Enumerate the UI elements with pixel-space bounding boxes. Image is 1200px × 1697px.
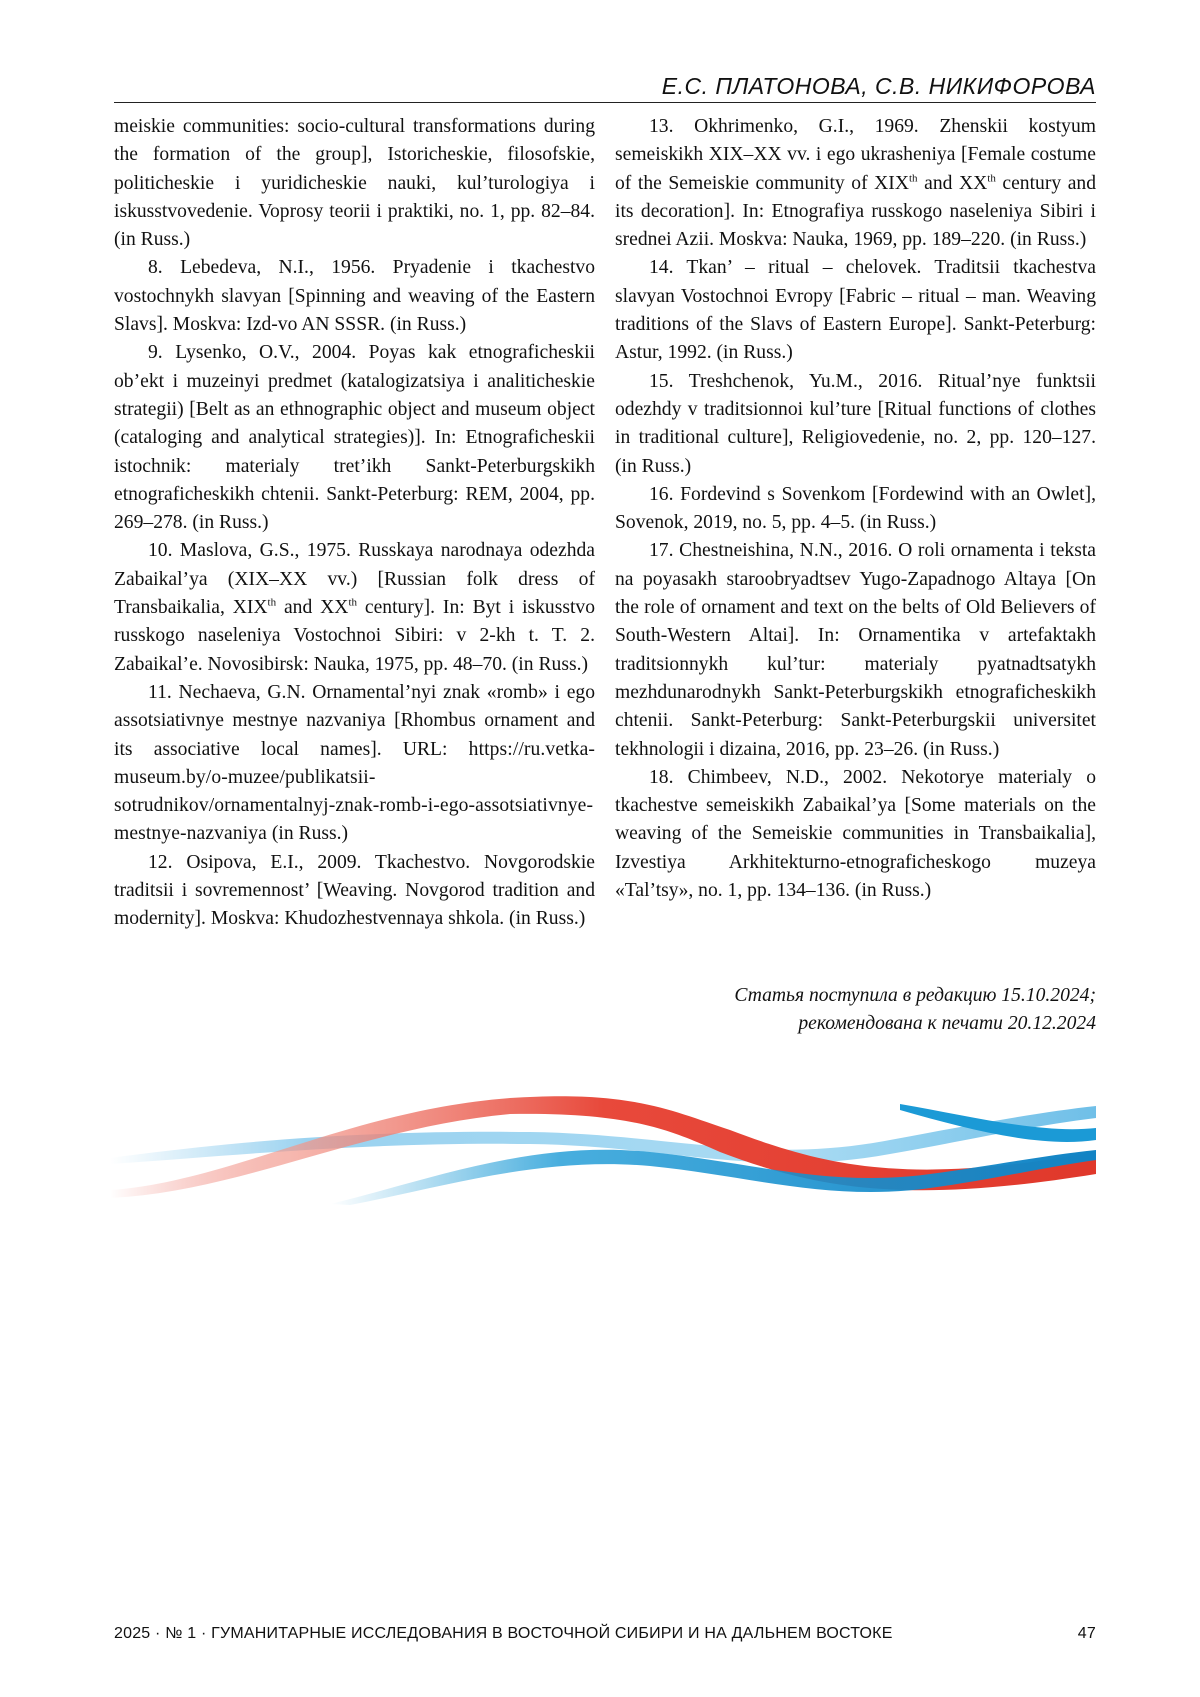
ref-11-url-link[interactable]: https://ru.vetka-museum.by/o-muzee/publikatsii-sotrudnikov/ornamentalnyj-znak-romb-i-ego-assotsiativnye-mestnye-nazvaniya — [114, 738, 595, 845]
ref-10-sup-a: th — [267, 596, 277, 609]
ref-9: 9. Lysenko, O.V., 2004. Poyas kak etnograficheskii ob’ekt i muzeinyi predmet (katalogizatsiya i analiticheskie strategii) [Belt as an ethnographic object and museum object (cataloging and analytical strategies)]. In: Etnograficheskii istochnik: materialy tret’ikh Sankt-Peterburgskikh etnograficheskikh chtenii. Sankt-Peterburg: REM, 2004, pp. 269–278. (in Russ.) — [114, 342, 595, 534]
ref-15: 15. Treshchenok, Yu.M., 2016. Ritual’nye funktsii odezhdy v traditsionnoi kul’ture [Ritual functions of clothes in traditional culture], Religiovedenie, no. 2, pp. 120–127. (in Russ.) — [615, 370, 1096, 477]
ref-13-sup-a: th — [909, 172, 918, 185]
ref-13 — [615, 113, 1096, 254]
page-footer — [114, 1625, 1096, 1643]
ref-7-continuation: meiskie communities: socio-cultural transformations during the formation of the group], Istoricheskie, filosofskie, politicheskie i yuridicheskie nauki, kul’turologiya i iskusstvovedenie. Voprosy teorii i praktiki, no. 1, pp. 82–84. (in Russ.) — [114, 116, 595, 251]
decorative-wave-ribbons — [110, 1070, 1096, 1205]
ref-12: 12. Osipova, E.I., 2009. Tkachestvo. Novgorodskie traditsii i sovremennost’ [Weaving. Novgorod tradition and modernity]. Moskva: Khudozhestvennaya shkola. (in Russ.) — [114, 851, 595, 930]
ref-11-tail: (in Russ.) — [266, 823, 349, 845]
ref-17: 17. Chestneishina, N.N., 2016. O roli ornamenta i teksta na poyasakh staroobryadtsev Yugo-Zapadnogo Altaya [On the role of ornament and text on the belts of Old Believers of South-Western Altai]. In: Ornamentika v artefaktakh traditsionnykh kul’tur: materialy pyatnadtsatykh mezhdunarodnykh Sankt-Peterburgskikh etnograficheskikh chtenii. Sankt-Peterburg: Sankt-Peterburgskii universitet tekhnologii i dizaina, 2016, pp. 23–26. (in Russ.) — [615, 540, 1096, 760]
journal-title: 2025 · № 1 · ГУМАНИТАРНЫЕ ИССЛЕДОВАНИЯ В ВОСТОЧНОЙ СИБИРИ И НА ДАЛЬНЕМ ВОСТОКЕ — [114, 1625, 893, 1642]
right-column — [615, 113, 1096, 905]
page-number: 47 — [1077, 1625, 1096, 1642]
ref-10-text-a: 10. Maslova, G.S., 1975. Russkaya narodnaya odezhda Zabaikal’ya (XIX–XX vv.) [Russian folk dress of Transbaikalia, XIX — [114, 540, 595, 619]
recommended-date: рекомендована к печати 20.12.2024 — [798, 1013, 1096, 1034]
received-date: Статья поступила в редакцию 15.10.2024; — [734, 985, 1096, 1006]
ref-8: 8. Lebedeva, N.I., 1956. Pryadenie i tkachestvo vostochnykh slavyan [Spinning and weaving of the Eastern Slavs]. Moskva: Izd-vo AN SSSR. (in Russ.) — [114, 257, 595, 336]
ref-16: 16. Fordevind s Sovenkom [Fordewind with an Owlet], Sovenok, 2019, no. 5, pp. 4–5. (in Russ.) — [615, 483, 1096, 534]
received-note — [615, 982, 1096, 1038]
ref-10 — [114, 537, 595, 678]
ref-18: 18. Chimbeev, N.D., 2002. Nekotorye materialy o tkachestve semeiskikh Zabaikal’ya [Some materials on the weaving of the Semeiskie communities in Transbaikalia], Izvestiya Arkhitekturno-etnograficheskogo muzeya «Tal’tsy», no. 1, pp. 134–136. (in Russ.) — [615, 766, 1096, 902]
left-column — [114, 113, 595, 934]
ref-13-text-a: 13. Okhrimenko, G.I., 1969. Zhenskii kostyum semeiskikh XIX–XX vv. i ego ukrasheniya [Female costume of the Semeiskie community of XIX — [615, 116, 1096, 194]
ref-11-text: 11. Nechaeva, G.N. Ornamental’nyi znak «romb» i ego assotsiativnye mestnye nazvaniya [Rhombus ornament and its associative local names]. URL: — [114, 681, 595, 760]
ref-10-sup-b: th — [348, 596, 358, 609]
running-head-authors: Е.С. ПЛАТОНОВА, С.В. НИКИФОРОВА — [114, 72, 1096, 103]
ref-10-text-c: century]. In: Byt i iskusstvo russkogo naseleniya Vostochnoi Sibiri: v 2-kh t. T. 2. Zabaikal’e. Novosibirsk: Nauka, 1975, pp. 48–70. (in Russ.) — [114, 597, 596, 675]
ref-10-text-b: and XX — [276, 597, 349, 619]
ref-11 — [114, 679, 595, 849]
ref-13-text-c: century and its decoration]. In: Etnografiya russkogo naseleniya Sibiri i srednei Azii. Moskva: Nauka, 1969, pp. 189–220. (in Russ.) — [615, 172, 1097, 251]
ref-14: 14. Tkan’ – ritual – chelovek. Traditsii tkachestva slavyan Vostochnoi Evropy [Fabric – ritual – man. Weaving traditions of the Slavs of Eastern Europe]. Sankt-Peterburg: Astur, 1992. (in Russ.) — [615, 257, 1096, 364]
ref-13-sup-b: th — [987, 172, 996, 185]
ref-13-text-b: and XX — [917, 172, 988, 194]
